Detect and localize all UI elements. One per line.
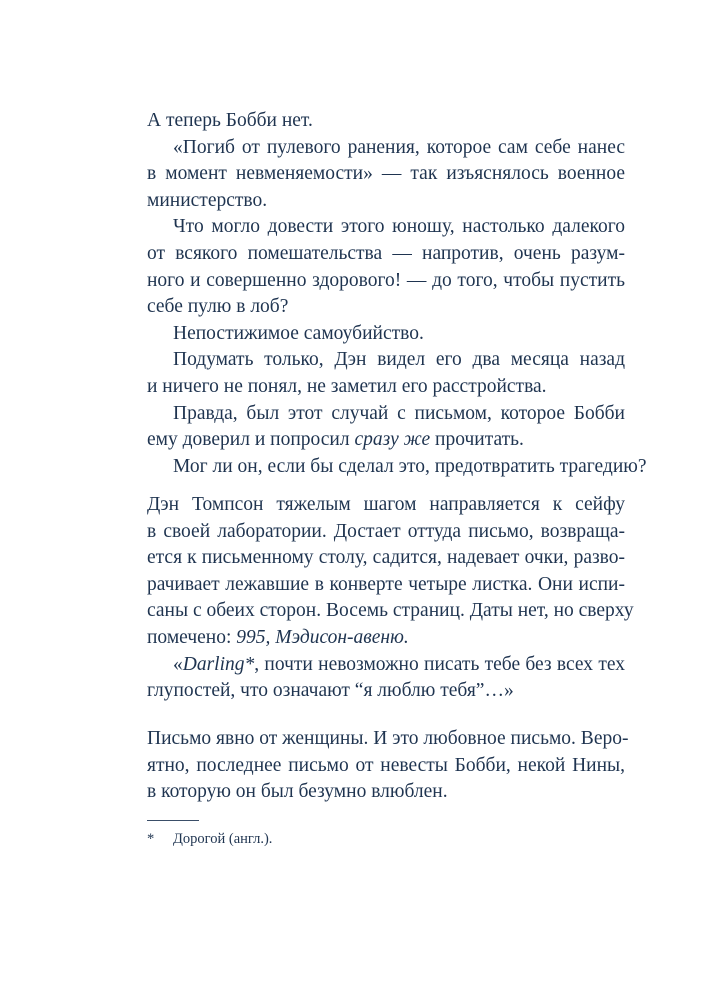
paragraph-block-letter: [147, 492, 634, 705]
text-line: и ничего не понял, не заметил его расстройства.: [147, 375, 547, 397]
text-line: Непостижимое самоубийство.: [173, 322, 424, 344]
text-line: Подумать только, Дэн видел его два месяца назад: [173, 349, 625, 371]
text-line: себе пулю в лоб?: [147, 296, 289, 318]
text-line: Что могло довести этого юношу, настолько далекого: [173, 216, 625, 238]
text-line: А теперь Бобби нет.: [147, 110, 313, 131]
text-line: Мог ли он, если бы сделал это, предотвратить трагедию?: [173, 455, 647, 477]
text-line: ется к письменному столу, садится, надевает очки, разво-: [147, 547, 625, 569]
text-line: [147, 427, 625, 454]
text-line: ного и совершенно здорового! — до того, чтобы пустить: [147, 269, 625, 291]
text-fragment: ему доверил и попросил: [147, 429, 355, 451]
footnote: [147, 829, 272, 849]
text-line: Дэн Томпсон тяжелым шагом направляется к сейфу: [147, 494, 625, 515]
text-line: в которую он был безумно влюблен.: [147, 781, 448, 803]
text-line: глупостей, что означают “я люблю тебя”…»: [147, 680, 514, 702]
text-fragment: , почти невозможно писать тебе без всех тех: [254, 653, 625, 675]
footnote-marker: *: [147, 831, 155, 847]
text-line: в своей лаборатории. Достает оттуда письмо, возвраща-: [147, 520, 625, 542]
text-line: «Погиб от пулевого ранения, которое сам себе нанес: [173, 136, 625, 158]
text-fragment: помечено:: [147, 626, 237, 648]
text-line: рачивает лежавшие в конверте четыре листка. Они испи-: [147, 573, 625, 595]
text-line: ятно, последнее письмо от невесты Бобби, некой Нины,: [147, 754, 625, 776]
footnote-divider: [147, 820, 199, 821]
text-fragment: прочитать.: [430, 429, 524, 451]
footnote-text: Дорогой (англ.).: [173, 831, 273, 847]
italic-fragment: сразу же: [354, 429, 431, 451]
text-line: в момент невменяемости» — так изъяснялось военное: [147, 163, 625, 185]
text-fragment: «: [173, 653, 183, 675]
text-line: [147, 625, 625, 652]
paragraph-block-bobby: [147, 108, 647, 480]
paragraph-block-conclusion: [147, 726, 629, 806]
italic-fragment: Darling*: [182, 653, 255, 675]
text-line: Письмо явно от женщины. И это любовное письмо. Веро-: [147, 728, 629, 749]
text-line: [147, 652, 625, 679]
text-line: от всякого помешательства — напротив, очень разум-: [147, 242, 625, 264]
text-line: Правда, был этот случай с письмом, которое Бобби: [173, 402, 625, 424]
italic-fragment: 995, Мэдисон-авеню.: [236, 626, 409, 648]
text-line: министерство.: [147, 189, 268, 211]
text-line: саны с обеих сторон. Восемь страниц. Даты нет, но сверху: [147, 600, 634, 622]
